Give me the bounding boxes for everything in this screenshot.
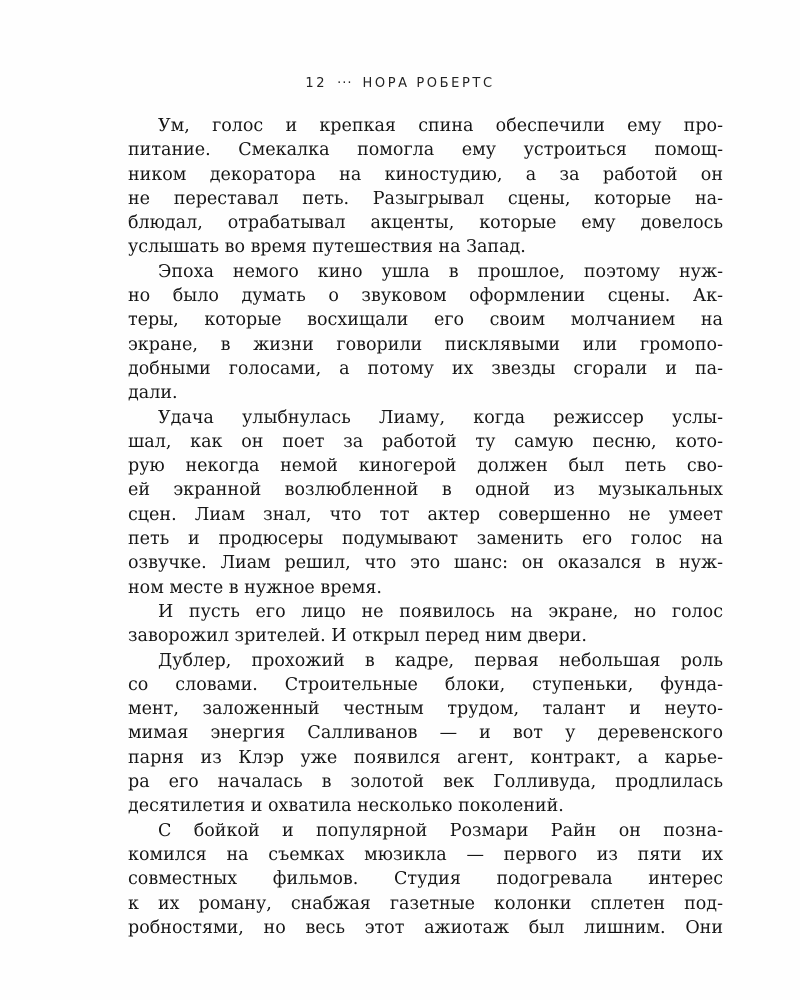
- paragraph: [128, 600, 723, 649]
- text-line: ном месте в нужное время.: [128, 577, 382, 598]
- body-text: [128, 114, 723, 940]
- text-line: не переставал петь. Разыгрывал сцены, которые на-: [128, 188, 723, 209]
- text-line: ра его началась в золотой век Голливуда, продлилась: [128, 772, 723, 793]
- text-line: ей экранной возлюбленной в одной из музыкальных: [128, 480, 723, 501]
- text-line: теры, которые восхищали его своим молчанием на: [128, 310, 723, 331]
- header-separator: ···: [337, 76, 353, 91]
- paragraph: [128, 406, 723, 600]
- text-line: совместных фильмов. Студия подогревала интерес: [128, 869, 723, 890]
- page-number: 12: [305, 76, 328, 91]
- paragraph: [128, 260, 723, 406]
- text-line: блюдал, отрабатывал акценты, которые ему довелось: [128, 213, 723, 234]
- paragraph: [128, 649, 723, 819]
- text-line: мимая энергия Салливанов — и вот у деревенского: [128, 723, 723, 744]
- text-line: озвучке. Лиам решил, что это шанс: он оказался в нуж-: [128, 553, 723, 574]
- text-line: комился на съемках мюзикла — первого из пяти их: [128, 844, 723, 865]
- text-line: сцен. Лиам знал, что тот актер совершенно не умеет: [128, 504, 723, 525]
- text-line: ником декоратора на киностудию, а за работой он: [128, 164, 723, 185]
- text-line: С бойкой и популярной Розмари Райн он позна-: [158, 820, 723, 841]
- paragraph: [128, 114, 723, 260]
- text-line: робностями, но весь этот ажиотаж был лишним. Они: [128, 917, 723, 938]
- text-line: мент, заложенный честным трудом, талант и неуто-: [128, 699, 723, 720]
- text-line: к их роману, снабжая газетные колонки сплетен под-: [128, 893, 723, 914]
- text-line: парня из Клэр уже появился агент, контракт, а карье-: [128, 747, 723, 768]
- text-line: услышать во время путешествия на Запад.: [128, 237, 526, 258]
- text-line: Ум, голос и крепкая спина обеспечили ему про-: [158, 116, 723, 136]
- text-line: дали.: [128, 383, 178, 404]
- text-line: шал, как он поет за работой ту самую песню, кото-: [128, 431, 723, 452]
- text-line: десятилетия и охватила несколько поколений.: [128, 796, 564, 817]
- text-line: экране, в жизни говорили писклявыми или громопо-: [128, 334, 723, 355]
- text-line: добными голосами, а потому их звезды сгорали и па-: [128, 358, 723, 379]
- running-header: [0, 76, 800, 91]
- author-name: НОРА РОБЕРТС: [362, 76, 495, 91]
- text-line: со словами. Строительные блоки, ступеньки, фунда-: [128, 674, 723, 695]
- text-line: И пусть его лицо не появилось на экране, но голос: [158, 601, 723, 622]
- text-line: но было думать о звуковом оформлении сцены. Ак-: [128, 286, 723, 307]
- text-line: Удача улыбнулась Лиаму, когда режиссер услы-: [158, 407, 723, 428]
- text-line: Дублер, прохожий в кадре, первая небольшая роль: [158, 650, 723, 671]
- text-line: Эпоха немого кино ушла в прошлое, поэтому нуж-: [158, 261, 723, 282]
- paragraph: [128, 819, 723, 940]
- text-line: рую некогда немой киногерой должен был петь сво-: [128, 456, 723, 477]
- text-line: заворожил зрителей. И открыл перед ним двери.: [128, 626, 587, 647]
- text-line: петь и продюсеры подумывают заменить его голос на: [128, 529, 723, 550]
- text-line: питание. Смекалка помогла ему устроиться помощ-: [128, 140, 723, 161]
